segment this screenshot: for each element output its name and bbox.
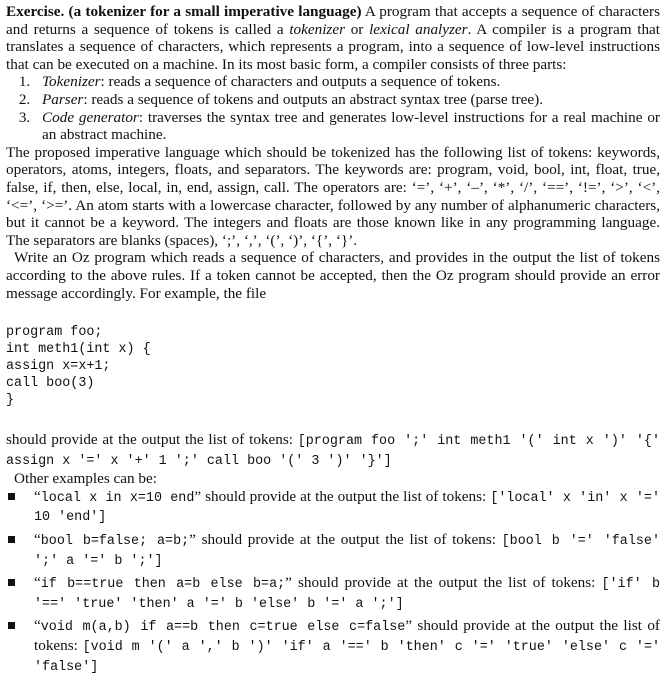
example-tokens: ['local' x 'in' x '=' 10 'end'] [34,490,660,526]
example-tokens: [void m '(' a ',' b ')' 'if' a '==' b 'then' c '=' 'true' 'else' c '=' 'false'] [34,640,661,675]
example-tokens: ['if' b '==' 'true' 'then' a '=' b 'else' b '=' a ';'] [34,577,660,612]
output-paragraph [6,431,660,470]
list-item [34,73,660,91]
part-term: Parser [42,90,84,108]
output-intro: should provide at the output the list of tokens: [6,431,298,449]
example-code: if b==true then a=b else b=a; [40,577,286,593]
compiler-parts-list [6,73,660,143]
list-item: “local x in x=10 end” should provide at the output the list of tokens: ['local' x 'in' x '=' 10 'end'] [34,488,660,527]
intro-text-3: . A compiler is a program that translates a sequence of characters, which represents a program, into a sequence of low-level instructions that can be executed on a machine. In its most basic form, a compiler consists of three parts: [6,20,661,73]
part-term: Tokenizer [42,73,101,91]
list-item: “void m(a,b) if a==b then c=true else c=false” should provide at the output the list of tokens: [void m '(' a ',' b ')' 'if' a '==' b 'then' c '=' 'true' 'else' c '=' 'false'] [34,617,660,676]
list-item [34,91,660,109]
term-tokenizer: tokenizer [289,20,345,38]
bullet-icon [8,493,15,500]
intro-text-1: A program that accepts a sequence of characters and returns a sequence of tokens is called a [6,3,660,38]
example-code: local x in x=10 end [40,490,195,506]
example-mid: ” should provide at the output the list of tokens: [285,574,602,592]
exercise-title: Exercise. (a tokenizer for a small imperative language) [6,3,362,20]
part-desc: : traverses the syntax tree and generates low-level instructions for a real machine or an abstract machine. [42,108,660,144]
example-tokens: [bool b '=' 'false' ';' a '=' b ';'] [34,534,660,569]
output-tokens: [program foo ';' int meth1 '(' int x ')' '{' assign x '=' x '+' 1 ';' call boo '(' 3 ')' '}'] [6,434,660,469]
bullet-icon [8,536,15,543]
example-mid: ” should provide at the output the list of tokens: [34,617,660,655]
list-item [34,109,660,144]
list-item: “bool b=false; a=b;” should provide at the output the list of tokens: [bool b '=' 'false' ';' a '=' b ';'] [34,531,660,570]
code-example: program foo; int meth1(int x) { assign x=x+1; call boo(3) } [6,325,151,409]
example-mid: ” should provide at the output the list of tokens: [189,531,502,549]
task-paragraph: Write an Oz program which reads a sequence of characters, and provides in the output the list of tokens according to the above rules. If a token cannot be accepted, then the Oz program should provide an error message accordingly. For example, the file [6,249,660,302]
other-examples-label: Other examples can be: [14,470,157,488]
intro-text-2: or [345,20,370,38]
part-term: Code generator [42,108,139,126]
list-item: “if b==true then a=b else b=a;” should provide at the output the list of tokens: ['if' b '==' 'true' 'then' a '=' b 'else' b '=' a ';'] [34,574,660,613]
part-desc: : reads a sequence of characters and outputs a sequence of tokens. [100,73,501,91]
bullet-icon [8,579,15,586]
term-lexical-analyzer: lexical analyzer [369,20,468,38]
example-code: bool b=false; a=b; [40,534,190,550]
part-desc: : reads a sequence of tokens and outputs an abstract syntax tree (parse tree). [83,90,544,108]
bullet-icon [8,622,15,629]
example-code: void m(a,b) if a==b then c=true else c=false [40,620,406,636]
examples-list [6,488,660,676]
language-paragraph: The proposed imperative language which should be tokenized has the following list of tokens: keywords, operators, atoms, integers, floats, and separators. The keywords are: program, void, bool, int, float, true, false, if, then, else, local, in, end, assign, call. The operators are: ‘=’, ‘+’, ‘–’, ‘*’, ‘/’, ‘==’, ‘!=’, ‘>’, ‘<’, ‘<=’, ‘>=’. An atom starts with a lowercase character, followed by any number of alphanumeric characters, but it cannot be a keyword. The integers and floats are those known like in any programming language. The separators are blanks (spaces), ‘;’, ‘,’, ‘(’, ‘)’, ‘{’, ‘}’. [6,143,660,249]
example-mid: ” should provide at the output the list of tokens: [194,487,491,505]
intro-paragraph [6,3,660,73]
